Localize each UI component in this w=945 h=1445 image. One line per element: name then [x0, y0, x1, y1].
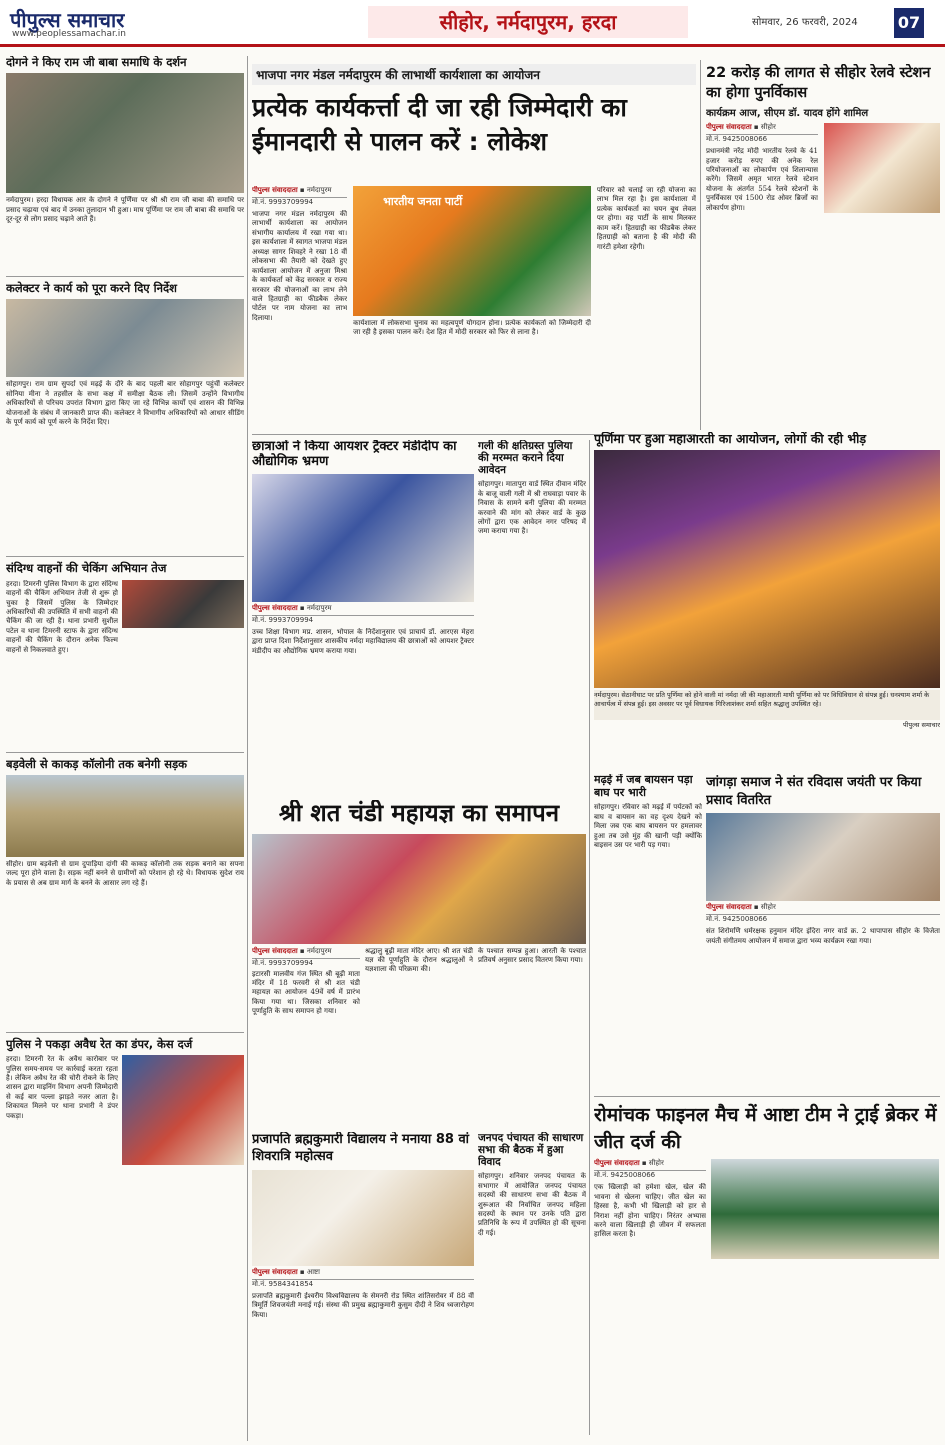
photo [252, 834, 586, 944]
divider [6, 276, 244, 277]
article-headline[interactable]: बड़वेली से काकड़ कॉलोनी तक बनेगी सड़क [6, 756, 187, 771]
photo [6, 299, 244, 377]
photo [711, 1159, 939, 1259]
newspaper-logo[interactable]: पीपुल्स समाचार [10, 8, 125, 32]
photo [252, 474, 474, 602]
lead-headline[interactable]: प्रत्येक कार्यकर्त्ता दी जा रही जिम्मेदारी का ईमानदारी से पालन करें : लोकेश [252, 93, 627, 156]
photo-caption: नर्मदापुरम। सेठानीघाट पर प्रति पूर्णिमा को होने वाली मां नर्मदा जी की महाआरती माघी पूर्णिमा को पर विधिविधान से संपन्न हुई। धनश्याम शर्मा के आचार्यत्व में संपन्न हुई। इस अवसर पर पूर्व विधायक गिरिजाशंकर शर्मा सहित श्रद्धालु उपस्थित रहे। [594, 690, 940, 720]
photo [594, 450, 940, 688]
article-body: संत शिरोमणि धर्मरक्षक हनुमान मंदिर इंदिरा नगर वार्ड क्र. 2 थापापास सीहोर के विजेता जयंती संगीतमय आयोजन में समाज द्वारा भव्य कार्यक्रम रखा गया। [706, 927, 940, 945]
byline: पीपुल्स संवाददाता ▪ सीहोर [594, 1159, 706, 1171]
photo-credit: पीपुल्स समाचार [903, 721, 940, 730]
photo [252, 1170, 474, 1266]
mobile-number: मो.नं. 9993709994 [252, 615, 314, 624]
article-aarti [594, 432, 940, 762]
article-headline[interactable]: पुलिस ने पकड़ा अवैध रेत का डंपर, केस दर्ज [6, 1036, 193, 1051]
page-number: 07 [894, 8, 924, 38]
divider [6, 752, 244, 753]
byline: पीपुल्स संवाददाता ▪ सीहोर [706, 903, 940, 915]
byline: पीपुल्स संवाददाता ▪ नर्मदापुरम [252, 947, 360, 959]
article-headline[interactable]: पूर्णिमा पर हुआ महाआरती का आयोजन, लोगों की रही भीड़ [594, 432, 867, 446]
mobile-number: मो.नं. 9425008066 [594, 1171, 656, 1180]
article-brahmakumari [252, 1132, 474, 1438]
photo [6, 775, 244, 857]
lead-kicker: भाजपा नगर मंडल नर्मदापुरम की लाभार्थी कार्यशाला का आयोजन [252, 64, 696, 85]
article-body: सोहागपुर। मातापुरा वार्ड स्थित दीवान मंदिर के बाजू वाली गली में श्री राघवाड़ा पवार के निवास के सामने बनी पुलिया की मरम्मत करवाने की मांग को लेकर वार्ड के कुछ लोगों द्वारा एक आवेदन नगर परिषद में जमा कराया गया है। [478, 480, 586, 536]
lead-story-header [252, 64, 696, 189]
photo [6, 73, 244, 193]
article-body: प्रजापति ब्रह्मकुमारी ईश्वरीय विश्वविद्यालय के सेमनरी रोड स्थित शांतिसरोवर में 88 वीं त्रिमूर्ति शिवजयंती मनाई गई। संस्था की प्रमुख ब्रह्माकुमारी कुसुम दीदी ने शिव ध्वजारोहण किया। [252, 1291, 474, 1319]
article-headline[interactable]: रोमांचक फाइनल मैच में आष्टा टीम ने ट्राई ब्रेकर में जीत दर्ज की [594, 1104, 937, 1153]
column-rule [589, 440, 590, 1435]
article-body: श्रद्धालु बूढ़ी माता मंदिर आए। श्री शत चंडी यज्ञ की पूर्णाहुति के दौरान श्रद्धालुओं ने यज्ञशाला की परिक्रमा की। [365, 946, 473, 974]
article-bison [594, 774, 702, 1094]
byline: पीपुल्स संवाददाता ▪ नर्मदापुरम [252, 186, 347, 198]
mobile-number: मो.नं. 9993709994 [252, 198, 314, 206]
article-body: कार्यशाला में लोकसभा चुनाव का महत्वपूर्ण योगदान होना। प्रत्येक कार्यकर्ता को जिम्मेदारी दी जा रही है इसका पालन करें। देश हित में मोदी सरकार को फिर से लाना है। [353, 319, 591, 337]
banner-text: भारतीय जनता पार्टी [383, 195, 463, 208]
article-headline[interactable]: कलेक्टर ने कार्य को पूरा करने दिए निर्देश [6, 281, 177, 296]
article-body: प्रधानमंत्री नरेंद्र मोदी भारतीय रेलवे के 41 हजार करोड़ रुपए की अनेक रेल परियोजनाओं का लोकार्पण एवं शिलान्यास करेंगे। जिसमें अमृत भारत रेलवे स्टेशन योजना के अंतर्गत 554 रेलवे स्टेशनों के पुनर्विकास एवं 1500 रोड ओवर ब्रिजों का लोकार्पण होगा। [706, 147, 818, 212]
mobile-number: मो.नं. 9584341854 [252, 1279, 314, 1288]
article-headline[interactable]: श्री शत चंडी महायज्ञ का समापन [278, 800, 560, 827]
article-janpad [478, 1132, 586, 1438]
article-headline[interactable]: जनपद पंचायत की साधारण सभा की बैठक में हुआ विवाद [478, 1132, 584, 1169]
website-url[interactable]: www.peoplessamachar.in [12, 29, 126, 39]
byline: पीपुल्स संवाददाता ▪ आष्टा [252, 1268, 474, 1280]
mobile-number: मो.नं. 9425008066 [706, 915, 768, 924]
article-railway [706, 64, 940, 424]
photo [122, 1055, 244, 1165]
article-headline[interactable]: जांगड़ा समाज ने संत रविदास जयंती पर किया प्रसाद वितरित [706, 775, 922, 808]
lead-story [252, 186, 696, 431]
article-body: सोहागपुर। शनिवार जनपद पंचायत के सभागार में आयोजित जनपद पंचायत सदस्यों की साधारण सभा की बैठक में शुरूआत की निर्वाचित जनपद महिला सदस्यों के स्थान पर उनके पति द्वारा प्रतिनिधि के रूप में उपस्थित हो की सूचना दी गई। [478, 1172, 586, 1237]
photo [706, 813, 940, 901]
article-headline[interactable]: मढ़ई में जब बायसन पड़ा बाघ पर भारी [594, 774, 693, 799]
issue-date: सोमवार, 26 फरवरी, 2024 [752, 17, 858, 28]
article-body: सोहागपुर। रविवार को मढ़ई में पर्यटकों को बाघ व बायसन का वह दृश्य देखने को मिला जब एक बाघ बायसन पर हमलावर हुआ तब उसे मुंह की खानी पड़ी क्योंकि बाइसन उस पर भारी पड़ गया। [594, 803, 702, 850]
article-final-match [594, 1102, 940, 1438]
article-students [252, 440, 474, 800]
article-mahayagya [252, 800, 586, 1125]
article-subheadline: कार्यक्रम आज, सीएम डॉ. यादव होंगे शामिल [706, 108, 869, 120]
mobile-number: मो.नं. 9425008066 [706, 135, 768, 144]
article-body: सीहोर। ग्राम बड़वेली से ग्राम दुपाड़िया दांगी की काकड़ कॉलोनी तक सड़क बनाने का सपना जल्द पूरा होने वाला है। सड़क नहीं बनने से ग्रामीणों को परेशान हो रहे थे। विधायक सुदेश राय के प्रयास से अब ग्राम मार्ग के बनने के आसार लग रहे हैं। [6, 859, 244, 887]
byline: पीपुल्स संवाददाता ▪ सीहोर [706, 123, 818, 135]
column-rule [247, 56, 248, 1441]
divider [6, 556, 244, 557]
article-body: हरदा। टिमरनी पुलिस विभाग के द्वारा संदिग्ध वाहनों की चैकिंग अभियान तेजी से शुरू हो चुका है जिसमें पुलिस के जिम्मेदार अधिकारियों की उपस्थिति में सभी वाहनों की चैकिंग की जा रही है। थाना प्रभारी सुशील पटेल व थाना टिमरनी स्टाफ के द्वारा संदिग्ध वाहनों की चैकिंग के दौरान अनेक फिल्म वाहनों से निकलवाते हुए। [6, 579, 118, 654]
masthead [0, 0, 945, 47]
column-rule [700, 60, 701, 430]
article-body: परिवार को चलाई जा रही योजना का लाभ मिल रहा है। इस कार्यशाला में प्रत्येक कार्यकर्ता का चयन बूथ लेवल पर होगा। वह पार्टी के साथ मिलकर काम करें। हितग्राही का फीडबैक लेकर हितग्राही को बताना है की मोदी की गारंटी हमेशा रहेगी। [596, 186, 696, 251]
mobile-number: मो.नं. 9993709994 [252, 958, 314, 967]
article-body: के पश्चात सम्पन्न हुआ। आरती के पश्चात प्रतिवर्ष अनुसार प्रसाद वितरण किया गया। [478, 946, 586, 965]
divider [594, 1096, 940, 1097]
article-body: एक खिलाड़ी को हमेशा खेल, खेल की भावना से खेलना चाहिए। जीत खेल का हिस्सा है, कभी भी खिलाड़ी को हार से निराश नहीं होना चाहिए। निरंतर अभ्यास करने वाला खिलाड़ी ही जीवन में सफलता हासिल करता है। [594, 1183, 706, 1239]
article-headline[interactable]: संदिग्ध वाहनों की चेकिंग अभियान तेज [6, 561, 167, 576]
photo [353, 186, 591, 316]
article-body: सोहागपुर। राम ग्राम सुपर्दा एवं मढ़ई के दौरे के बाद पहली बार सोहागपुर पहुंचीं कलेक्टर सोनिया मीना ने तहसील के सभा कक्ष में समीक्षा बैठक ली। जिसमें उन्होंने विभागीय अधिकारियों से परिचय उपरांत विभाग द्वारा किए जा रहे विभिन्न कार्यों एवं शासन की विभिन्न योजनाओं के संबंध में जानकारी प्राप्त की। कलेक्टर ने विभागीय अधिकारियों को आधार सीडिंग के पूर्ण कार्य को पूर्ण करने के निर्देश दिए। [6, 380, 244, 427]
article-body: भाजपा नगर मंडल नर्मदापुरम की लाभार्थी कार्यशाला का आयोजन संभागीय कार्यालय में रखा गया था। इस कार्यशाला में स्वागत भाजपा मंडल अध्यक्ष सागर शिवहरे ने रखा 18 वीं लोकसभा की तैयारी को देखते हुए कार्यशाला आयोजन में अनुजा मिश्रा के कार्यकर्ता को केंद्र सरकार व राज्य सरकार की योजनाओं का लाभ लेने वाले हितग्राही का फीडबैक लेकर पोर्टल पर नाम योजना का लाभ दिलाया। [252, 210, 348, 322]
byline: पीपुल्स संवाददाता ▪ नर्मदापुरम [252, 604, 474, 616]
article-headline[interactable]: छात्राओं ने किया आयशर ट्रैक्टर मंडीदीप का औद्योगिक भ्रमण [252, 440, 457, 469]
article-headline[interactable]: प्रजापति ब्रह्मकुमारी विद्यालय ने मनाया 88 वां शिवरात्रि महोत्सव [252, 1132, 470, 1164]
article-culvert [478, 440, 586, 800]
photo [824, 123, 940, 213]
photo [122, 580, 244, 628]
article-body: उच्च शिक्षा विभाग मप्र. शासन, भोपाल के निर्देशानुसार एवं प्राचार्य डॉ. आरएस मेहरा द्वारा प्राप्त दिशा निर्देशानुसार शासकीय नर्मदा महाविद्यालय की छात्राओं को आयशर ट्रैक्टर मंडीदीप का औद्योगिक भ्रमण कराया गया। [252, 627, 474, 655]
section-title: सीहोर, नर्मदापुरम, हरदा [368, 6, 688, 38]
column-left [6, 56, 244, 1441]
divider [6, 1032, 244, 1033]
article-headline[interactable]: दोगने ने किए राम जी बाबा समाधि के दर्शन [6, 56, 187, 69]
article-body: नर्मदापुरम। हरदा विधायक आर के दोगने ने पूर्णिमा पर श्री श्री राम जी बाबा की समाधि पर प्रसाद चढ़ाया एवं बाद में उनका तुलादान भी हुआ। माघ पूर्णिमा पर राम जी बाबा की समाधि पर दूर-दूर से लोग प्रसाद चढ़ाने आते हैं। [6, 196, 244, 224]
article-jangra [706, 774, 940, 1094]
article-body: इटारसी मालवीय गंज स्थित श्री बूढ़ी माता मंदिर में 18 फरवरी से श्री शत चंडी महायज्ञ का आयोजन 49वें वर्ष में प्रारंभ किया गया था। जिसका शनिवार को पूर्णाहुति के साथ समापन हो गया। [252, 969, 360, 1016]
article-headline[interactable]: 22 करोड़ की लागत से सीहोर रेलवे स्टेशन का होगा पुनर्विकास [706, 65, 931, 101]
article-headline[interactable]: गली की क्षतिग्रस्त पुलिया की मरम्मत कराने दिया आवेदन [478, 440, 573, 477]
article-body: हरदा। टिमरनी रेत के अवैध कारोबार पर पुलिस समय-समय पर कार्रवाई करता रहता है। लेकिन अवैध रेत की चोरी रोकने के लिए शासन द्वारा माइनिंग विभाग अपनी जिम्मेदारी से कई बार पल्ला झाड़ते नजर आता है। शिकायत मिलने पर थाना प्रभारी ने डंपर पकड़ा। [6, 1055, 118, 1120]
